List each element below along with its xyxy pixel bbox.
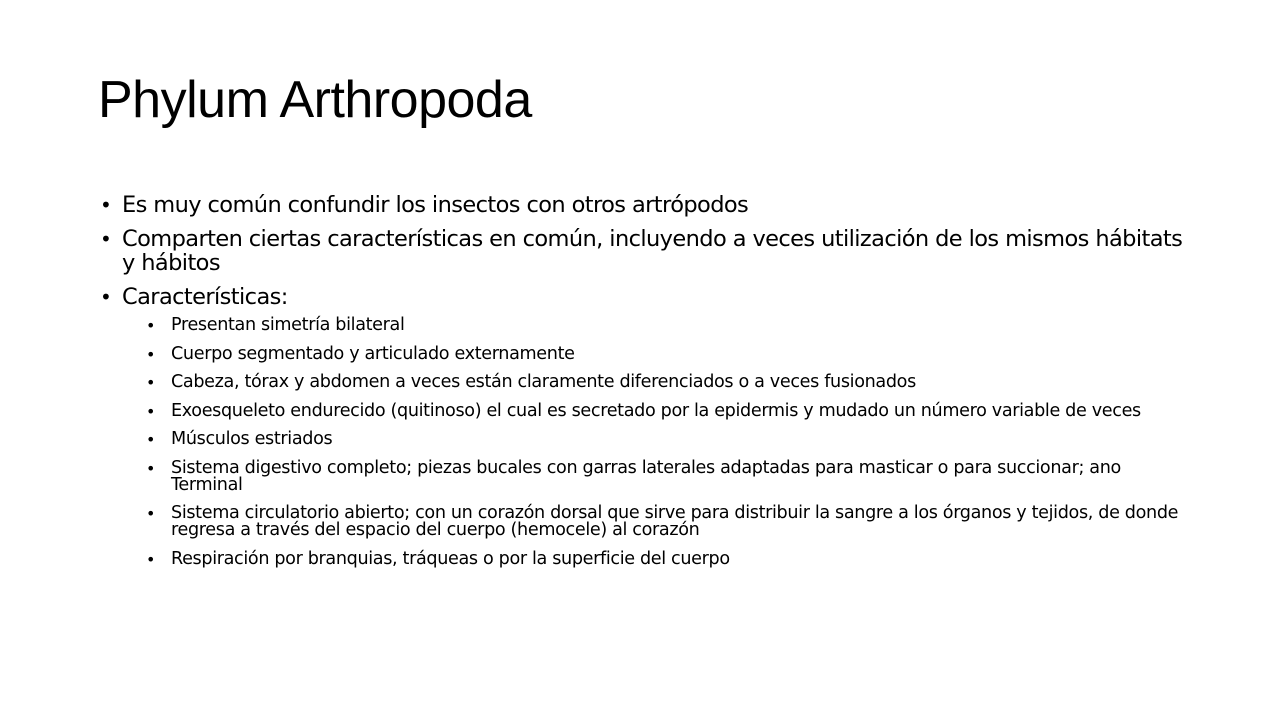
sub-bullet-item bbox=[122, 505, 1190, 539]
sub-bullet-item bbox=[122, 317, 1190, 334]
sub-bullet-text: Sistema digestivo completo; piezas bucales con garras laterales adaptadas para masticar o para succionar; ano Terminal bbox=[171, 457, 1121, 495]
sub-bullet-text: Cabeza, tórax y abdomen a veces están claramente diferenciados o a veces fusionados bbox=[171, 372, 916, 392]
sub-bullet-dot-icon: • bbox=[146, 316, 156, 335]
sub-bullet-dot-icon: • bbox=[146, 373, 156, 392]
sub-bullet-text: Exoesqueleto endurecido (quitinoso) el cual es secretado por la epidermis y mudado un número variable de veces bbox=[171, 400, 1141, 421]
sub-bullet-dot-icon: • bbox=[146, 549, 156, 569]
sub-bullet-dot-icon: • bbox=[146, 344, 156, 364]
slide-title: Phylum Arthropoda bbox=[98, 71, 532, 129]
sub-bullet-item bbox=[122, 548, 1190, 569]
sub-bullet-item bbox=[122, 400, 1190, 421]
bullet-item bbox=[100, 227, 1190, 275]
sub-bullet-item bbox=[122, 343, 1190, 364]
sub-bullet-text: Presentan simetría bilateral bbox=[171, 315, 405, 335]
sub-bullet-dot-icon: • bbox=[146, 504, 156, 523]
sub-bullet-dot-icon: • bbox=[146, 401, 156, 421]
bullet-dot-icon: • bbox=[100, 285, 112, 309]
slide-body bbox=[100, 193, 1190, 579]
bullet-dot-icon: • bbox=[100, 227, 112, 251]
sub-bullet-text: Cuerpo segmentado y articulado externamente bbox=[171, 343, 575, 364]
sub-bullet-dot-icon: • bbox=[146, 430, 156, 449]
bullet-list bbox=[100, 193, 1190, 568]
bullet-text: Comparten ciertas características en común, incluyendo a veces utilización de los mismos hábitats y hábitos bbox=[122, 226, 1183, 276]
bullet-item bbox=[100, 285, 1190, 568]
bullet-text: Es muy común confundir los insectos con otros artrópodos bbox=[122, 192, 749, 218]
sub-bullet-dot-icon: • bbox=[146, 458, 156, 478]
sub-bullet-text: Sistema circulatorio abierto; con un corazón dorsal que sirve para distribuir la sangre a los órganos y tejidos, de donde regresa a través del espacio del cuerpo (hemocele) al corazón bbox=[171, 503, 1179, 540]
sub-bullet-item bbox=[122, 457, 1190, 495]
sub-bullet-text: Músculos estriados bbox=[171, 429, 333, 449]
bullet-dot-icon: • bbox=[100, 193, 112, 217]
sub-bullet-text: Respiración por branquias, tráqueas o por la superficie del cuerpo bbox=[171, 548, 730, 569]
bullet-text: Características: bbox=[122, 284, 288, 310]
sub-bullet-item bbox=[122, 374, 1190, 391]
sub-bullet-list bbox=[122, 317, 1190, 568]
sub-bullet-item bbox=[122, 431, 1190, 448]
bullet-item bbox=[100, 193, 1190, 217]
